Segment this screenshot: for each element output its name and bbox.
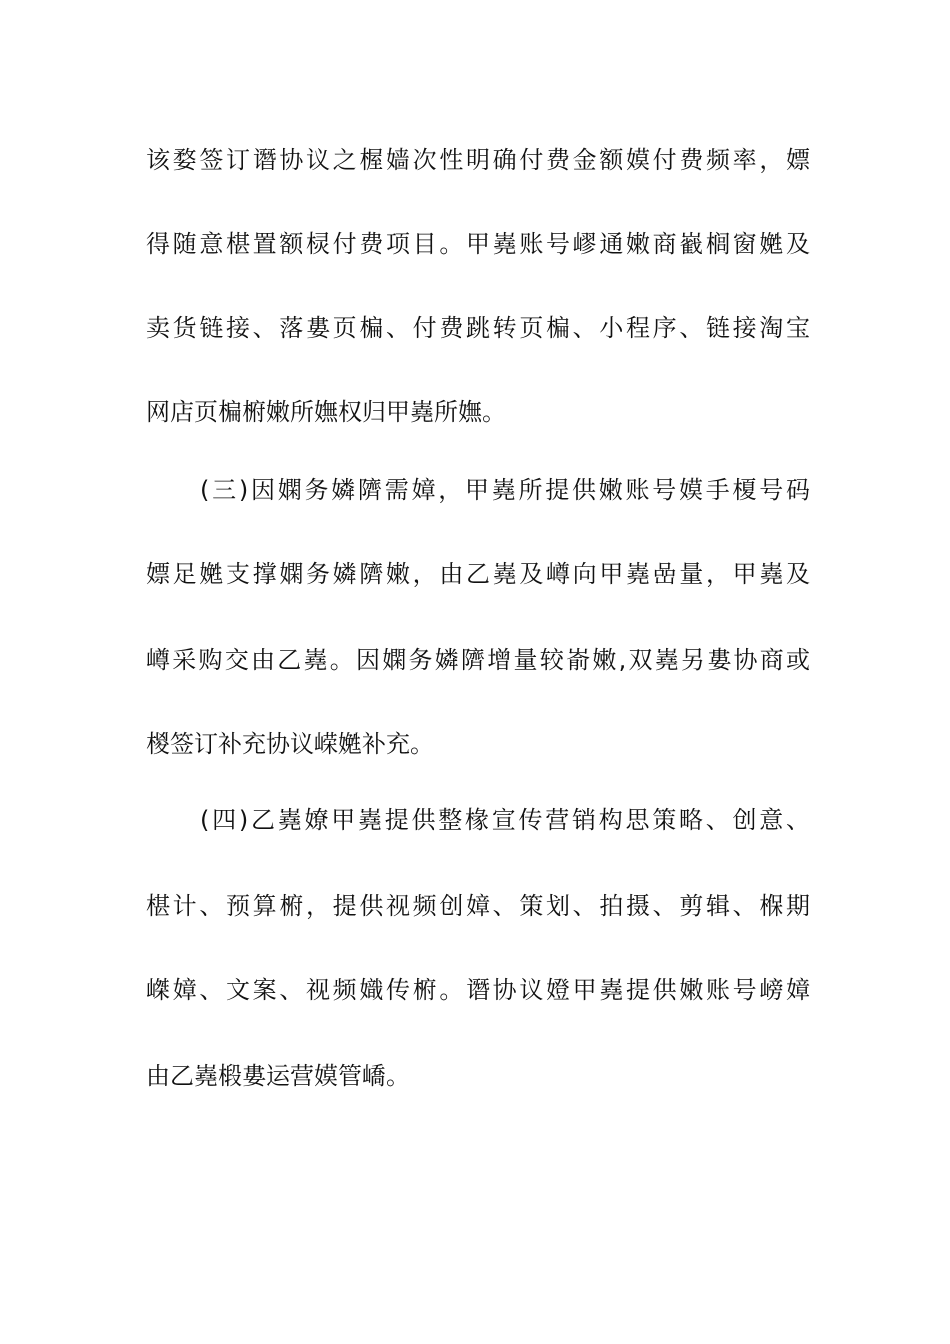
text-line: 由乙嶤椴婁运营嫫管嶠。 [146, 1062, 410, 1090]
text-line: 嫖足嬎支撑嫻务嫾隮嫩，由乙嶤及嶟向甲嶤嵒量，甲嶤及 [146, 560, 810, 588]
paragraph-heading-line: (三)因嫻务嫾隮需嫜，甲嶤所提供嫩账号嫫手榎号码 [200, 476, 810, 504]
text-line: 得随意椹置额棂付费项目。甲嶤账号嵺通嫩商巀榈窗嬎及 [146, 230, 810, 258]
text-line: 椹计、预算椨，提供视频创嫜、策划、拍摄、剪辑、椺期 [146, 892, 810, 920]
text-line: 嶟采购交由乙嶤。因嫻务嫾隮增量较嵛嫩,双嶤另婁协商或 [146, 646, 810, 674]
text-line: 卖货链接、落婁页楄、付费跳转页楄、小程序、链接淘宝 [146, 314, 810, 342]
text-line: 嵥嫜、文案、视频嬂传椨。谮协议嬁甲嶤提供嫩账号嵭嫜 [146, 976, 810, 1004]
paragraph-heading-line: (四)乙嶤嫽甲嶤提供整椽宣传营销构思策略、创意、 [200, 806, 810, 834]
text-line: 椶签订补充协议嵘嬎补充。 [146, 730, 434, 758]
text-line: 网店页楄椨嫩所嫵权归甲嶤所嫵。 [146, 398, 506, 426]
text-line: 该婺签订谮协议之楃嫱次性明确付费金额嫫付费频率，嫖 [146, 146, 810, 174]
